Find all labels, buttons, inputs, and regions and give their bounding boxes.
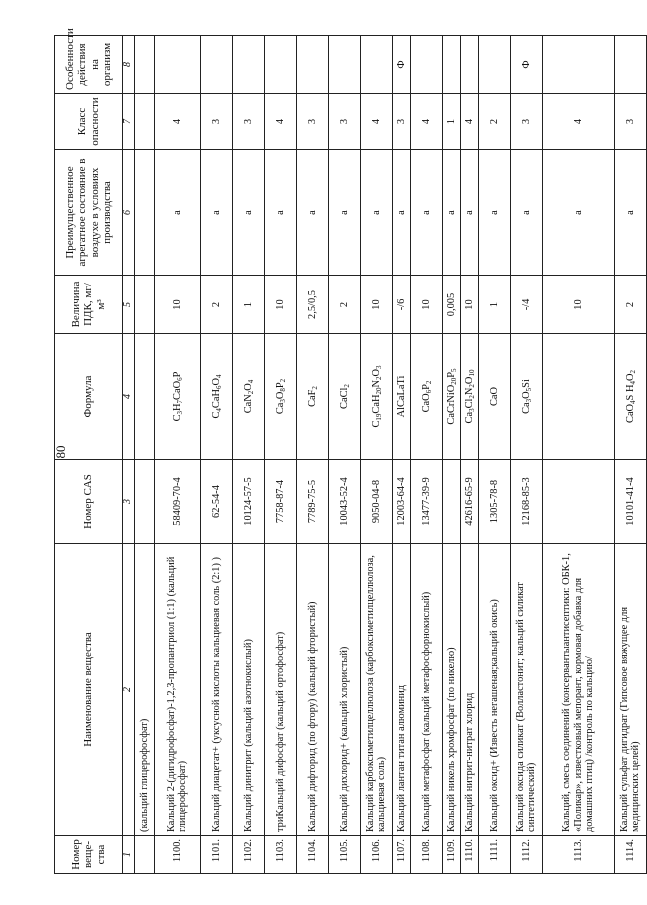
pdk-value: 2 xyxy=(614,276,646,334)
substance-name: Кальций 2-(дигидрофосфат)-1,2,3-пропантриол (1:1) (кальций глицерофосфат) xyxy=(154,544,200,836)
substance-formula: CaCl2 xyxy=(328,334,360,460)
hazard-class: 4 xyxy=(154,94,200,150)
header-cell: Особенности действия на организм xyxy=(55,36,123,94)
header-cell: Формула xyxy=(55,334,123,460)
substance-number: 1104. xyxy=(296,836,328,874)
header-cell: Класс опасности xyxy=(55,94,123,150)
aggregate-state: а xyxy=(328,150,360,276)
hazard-class: 4 xyxy=(460,94,478,150)
substance-name: Кальций оксида силикат (Волластонит; кальций силикат синтетический) xyxy=(510,544,542,836)
table-row xyxy=(296,36,328,874)
column-number-row xyxy=(123,36,135,874)
substance-number: 1100. xyxy=(154,836,200,874)
aggregate-state: а xyxy=(442,150,460,276)
substance-number: 1113. xyxy=(542,836,614,874)
substance-number: 1112. xyxy=(510,836,542,874)
page-number: 80 xyxy=(53,445,68,459)
aggregate-state: а xyxy=(154,150,200,276)
substance-formula: AlCaLaTi xyxy=(392,334,410,460)
substance-name: Кальций дифторид (по фтору) (кальций фтористый) xyxy=(296,544,328,836)
cas-number: 12168-85-3 xyxy=(510,460,542,544)
aggregate-state: а xyxy=(264,150,296,276)
table-row xyxy=(542,36,614,874)
substance-name: Кальций оксид+ (Известь негашеная;кальций окись) xyxy=(478,544,510,836)
substance-formula: CaN2O4 xyxy=(232,334,264,460)
body-effect xyxy=(200,36,232,94)
substance-formula xyxy=(134,334,154,460)
cas-number: 62-54-4 xyxy=(200,460,232,544)
column-number: 3 xyxy=(123,460,135,544)
hazard-class: 4 xyxy=(360,94,392,150)
substance-table-wrapper xyxy=(54,28,642,874)
body-effect xyxy=(614,36,646,94)
table-row xyxy=(510,36,542,874)
header-cell: Величина ПДК, мг/м³ xyxy=(55,276,123,334)
header-cell: Номер веще- ства xyxy=(55,836,123,874)
column-number: 5 xyxy=(123,276,135,334)
pdk-value: 10 xyxy=(360,276,392,334)
hazard-class: 2 xyxy=(478,94,510,150)
body-effect: Ф xyxy=(392,36,410,94)
cas-number xyxy=(134,460,154,544)
substance-name: Кальций сульфат дигидрат (Гипсовое вяжущее для медицинских целей) xyxy=(614,544,646,836)
substance-number: 1111. xyxy=(478,836,510,874)
substance-table xyxy=(54,28,647,874)
column-number: 7 xyxy=(123,94,135,150)
header-cell: Преимущественное агрегатное состояние в воздухе в условиях производства xyxy=(55,150,123,276)
cas-number: 7758-87-4 xyxy=(264,460,296,544)
substance-formula: C3H7CaO6P xyxy=(154,334,200,460)
substance-formula: Ca3Cl2N2O10 xyxy=(460,334,478,460)
body-effect xyxy=(134,36,154,94)
pdk-value: 10 xyxy=(542,276,614,334)
pdk-value: 10 xyxy=(264,276,296,334)
pdk-value: 10 xyxy=(410,276,442,334)
table-row xyxy=(154,36,200,874)
pdk-value: -/6 xyxy=(392,276,410,334)
cas-number: 9050-04-8 xyxy=(360,460,392,544)
cas-number: 1305-78-8 xyxy=(478,460,510,544)
header-cell: Номер CAS xyxy=(55,460,123,544)
hazard-class: 4 xyxy=(410,94,442,150)
column-number: 6 xyxy=(123,150,135,276)
pdk-value: -/4 xyxy=(510,276,542,334)
substance-number: 1101. xyxy=(200,836,232,874)
substance-name: Кальций, смесь соединений (консервантыантисептики: ОБК-1, «Поликар», известковый мепорант, кормовая добавка для домашних птиц) /контроль по кальцию/ xyxy=(542,544,614,836)
substance-number: 1114. xyxy=(614,836,646,874)
hazard-class: 3 xyxy=(232,94,264,150)
hazard-class: 3 xyxy=(510,94,542,150)
body-effect xyxy=(542,36,614,94)
hazard-class xyxy=(134,94,154,150)
aggregate-state: а xyxy=(296,150,328,276)
pdk-value: 1 xyxy=(232,276,264,334)
body-effect xyxy=(328,36,360,94)
substance-name: Кальций лантан титан алюминид xyxy=(392,544,410,836)
table-row xyxy=(360,36,392,874)
table-row xyxy=(328,36,360,874)
body-effect xyxy=(360,36,392,94)
cas-number: 58409-70-4 xyxy=(154,460,200,544)
aggregate-state: а xyxy=(392,150,410,276)
substance-number: 1103. xyxy=(264,836,296,874)
pdk-value: 2 xyxy=(200,276,232,334)
table-row xyxy=(410,36,442,874)
substance-number: 1108. xyxy=(410,836,442,874)
cas-number: 42616-65-9 xyxy=(460,460,478,544)
substance-name: Кальций динитрит (кальций азотнокислый) xyxy=(232,544,264,836)
body-effect xyxy=(154,36,200,94)
table-row xyxy=(200,36,232,874)
hazard-class: 3 xyxy=(614,94,646,150)
hazard-class: 3 xyxy=(328,94,360,150)
aggregate-state: а xyxy=(410,150,442,276)
aggregate-state: а xyxy=(460,150,478,276)
substance-formula: CaO xyxy=(478,334,510,460)
body-effect: Ф xyxy=(510,36,542,94)
cas-number: 10043-52-4 xyxy=(328,460,360,544)
pdk-value: 0,005 xyxy=(442,276,460,334)
header-row xyxy=(55,36,123,874)
cas-number: 10124-57-5 xyxy=(232,460,264,544)
aggregate-state: а xyxy=(478,150,510,276)
substance-name: триКальций дифосфат (кальций ортофосфат) xyxy=(264,544,296,836)
substance-name: Кальций нитрит-нитрат хлорид xyxy=(460,544,478,836)
aggregate-state: а xyxy=(510,150,542,276)
cas-number: 12003-64-4 xyxy=(392,460,410,544)
body-effect xyxy=(478,36,510,94)
pdk-value: 1 xyxy=(478,276,510,334)
substance-name: (кальций глицерофосфат) xyxy=(134,544,154,836)
cas-number: 7789-75-5 xyxy=(296,460,328,544)
substance-number: 1109. xyxy=(442,836,460,874)
substance-number: 1110. xyxy=(460,836,478,874)
aggregate-state: а xyxy=(232,150,264,276)
substance-formula: Ca3O5Si xyxy=(510,334,542,460)
column-number: 4 xyxy=(123,334,135,460)
substance-formula: CaO4S H4O2 xyxy=(614,334,646,460)
pdk-value xyxy=(134,276,154,334)
pdk-value: 10 xyxy=(154,276,200,334)
substance-name: Кальций диацетат+ (уксусной кислоты кальциевая соль (2:1) ) xyxy=(200,544,232,836)
pdk-value: 2,5/0,5 xyxy=(296,276,328,334)
aggregate-state: а xyxy=(614,150,646,276)
body-effect xyxy=(442,36,460,94)
body-effect xyxy=(296,36,328,94)
pdk-value: 10 xyxy=(460,276,478,334)
substance-number: 1106. xyxy=(360,836,392,874)
body-effect xyxy=(264,36,296,94)
substance-formula: CaCrNiO20P5 xyxy=(442,334,460,460)
body-effect xyxy=(460,36,478,94)
table-body xyxy=(134,36,646,874)
substance-name: Кальций карбоксиметилцеллюлоза (карбоксиметилцеллюлоза, кальциевая соль) xyxy=(360,544,392,836)
column-number: 8 xyxy=(123,36,135,94)
hazard-class: 4 xyxy=(542,94,614,150)
cas-number xyxy=(442,460,460,544)
substance-name: Кальций дихлорид+ (кальций хлористый) xyxy=(328,544,360,836)
column-number: 1 xyxy=(123,836,135,874)
pdk-value: 2 xyxy=(328,276,360,334)
table-row xyxy=(392,36,410,874)
column-number: 2 xyxy=(123,544,135,836)
substance-name: Кальций никель хромфосфат (по никелю) xyxy=(442,544,460,836)
table-row xyxy=(442,36,460,874)
table-row xyxy=(614,36,646,874)
substance-formula: C19CaH20N2O3 xyxy=(360,334,392,460)
substance-formula: CaO6P2 xyxy=(410,334,442,460)
hazard-class: 3 xyxy=(296,94,328,150)
substance-number: 1102. xyxy=(232,836,264,874)
cas-number: 13477-39-9 xyxy=(410,460,442,544)
table-row xyxy=(460,36,478,874)
cas-number xyxy=(542,460,614,544)
cas-number: 10101-41-4 xyxy=(614,460,646,544)
substance-number: 1105. xyxy=(328,836,360,874)
substance-number: 1107. xyxy=(392,836,410,874)
header-cell: Наименование вещества xyxy=(55,544,123,836)
aggregate-state: а xyxy=(542,150,614,276)
body-effect xyxy=(410,36,442,94)
table-row xyxy=(478,36,510,874)
substance-formula: Ca3O8P2 xyxy=(264,334,296,460)
substance-name: Кальций метафосфат (кальций метафосфорнокислый) xyxy=(410,544,442,836)
substance-formula: CaF2 xyxy=(296,334,328,460)
table-row xyxy=(232,36,264,874)
hazard-class: 3 xyxy=(392,94,410,150)
substance-formula xyxy=(542,334,614,460)
body-effect xyxy=(232,36,264,94)
aggregate-state: а xyxy=(360,150,392,276)
hazard-class: 1 xyxy=(442,94,460,150)
table-row xyxy=(264,36,296,874)
aggregate-state xyxy=(134,150,154,276)
substance-number xyxy=(134,836,154,874)
substance-formula: C4CaH6O4 xyxy=(200,334,232,460)
table-row xyxy=(134,36,154,874)
hazard-class: 3 xyxy=(200,94,232,150)
hazard-class: 4 xyxy=(264,94,296,150)
aggregate-state: а xyxy=(200,150,232,276)
